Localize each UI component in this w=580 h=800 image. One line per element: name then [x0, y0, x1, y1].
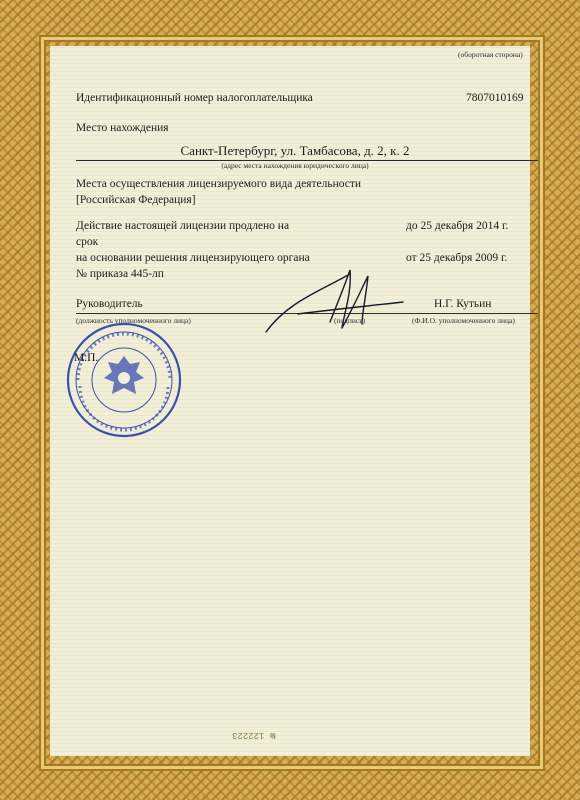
extension-line3: на основании решения лицензирующего органа: [76, 252, 310, 264]
signatory-position: Руководитель: [76, 298, 143, 310]
address-caption: (адрес места нахождения юридического лица): [221, 161, 369, 170]
activity-line1: Места осуществления лицензируемого вида деятельности: [76, 178, 362, 190]
name-caption: (Ф.И.О. уполномоченного лица): [412, 316, 515, 325]
activity-line2: [Российская Федерация]: [76, 194, 196, 206]
official-seal: [64, 320, 184, 440]
taxpayer-label: Идентификационный номер налогоплательщика: [76, 92, 313, 104]
extension-date1: до 25 декабря 2014 г.: [406, 220, 509, 232]
serial-number: № 122223: [232, 730, 276, 740]
seal-mark: М.П.: [74, 352, 99, 364]
location-address: Санкт-Петербург, ул. Тамбасова, д. 2, к. 2: [180, 143, 410, 158]
handwritten-signature: [258, 262, 408, 340]
signature-caption: (подпись): [334, 316, 366, 325]
signatory-name: Н.Г. Кутьин: [434, 298, 492, 310]
taxpayer-value: 7807010169: [466, 92, 524, 104]
extension-line2: срок: [76, 236, 99, 248]
extension-line1: Действие настоящей лицензии продлено на: [76, 220, 290, 232]
position-caption: (должность уполномоченного лица): [76, 316, 191, 325]
reverse-side-note: (оборотная сторона): [458, 50, 523, 59]
extension-date2: от 25 декабря 2009 г.: [406, 252, 508, 264]
extension-line4: № приказа 445-лп: [76, 268, 164, 280]
location-label: Место нахождения: [76, 122, 169, 134]
